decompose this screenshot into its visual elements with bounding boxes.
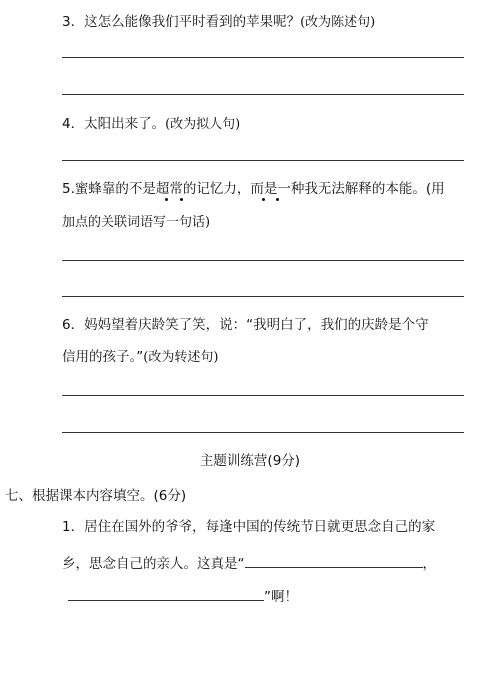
answer-line-5a[interactable] bbox=[62, 260, 464, 261]
item-6-line2 bbox=[62, 348, 218, 367]
emphasis-dot bbox=[276, 198, 279, 201]
answer-line-4[interactable] bbox=[62, 160, 464, 161]
part-7-q1-line3 bbox=[68, 586, 298, 606]
answer-line-5b[interactable] bbox=[62, 296, 464, 297]
emphasis-dot bbox=[165, 198, 168, 201]
item-6-line1: 6．妈妈望着庆龄笑了笑，说：“我明白了，我们的庆龄是个守 bbox=[62, 317, 429, 333]
emphasis-dot bbox=[262, 198, 265, 201]
item-5-line2: 加点的关联词语写一句话) bbox=[62, 215, 211, 230]
emphasis-dot bbox=[180, 198, 183, 201]
answer-line-6b[interactable] bbox=[62, 432, 464, 433]
part-7-q1-line2-end: ， bbox=[422, 556, 436, 572]
part-7-q1-line2-text: 乡，思念自己的亲人。这真是“ bbox=[62, 556, 245, 572]
item-6-line2-text: 信用的孩子。” bbox=[62, 349, 144, 365]
part-7-q1-line1: 1．居住在国外的爷爷，每逢中国的传统节日就更思念自己的家 bbox=[62, 519, 436, 535]
item-4 bbox=[62, 115, 240, 134]
item-6-note: (改为转述句) bbox=[143, 350, 219, 365]
section-heading: 主题训练营(9分) bbox=[199, 453, 301, 469]
answer-line-3b[interactable] bbox=[62, 94, 464, 95]
item-4-note: (改为拟人句) bbox=[165, 117, 241, 132]
item-3-note: (改为陈述句) bbox=[300, 15, 376, 30]
fill-blank-1[interactable] bbox=[245, 553, 423, 568]
part-7-q1-line2 bbox=[62, 553, 436, 573]
answer-line-6a[interactable] bbox=[62, 395, 464, 396]
answer-line-3a[interactable] bbox=[62, 57, 464, 58]
item-3-label: 3．这怎么能像我们平时看到的苹果呢？ bbox=[62, 14, 301, 30]
item-4-label: 4．太阳出来了。 bbox=[62, 116, 166, 132]
part-7-title: 七、根据课本内容填空。(6分) bbox=[5, 488, 187, 504]
part-7-q1-line3-end: ”啊！ bbox=[264, 589, 298, 605]
item-3 bbox=[62, 13, 375, 32]
fill-blank-2[interactable] bbox=[68, 586, 264, 601]
item-5-line1: 5.蜜蜂靠的不是超常的记忆力，而是一种我无法解释的本能。(用 bbox=[62, 181, 445, 197]
